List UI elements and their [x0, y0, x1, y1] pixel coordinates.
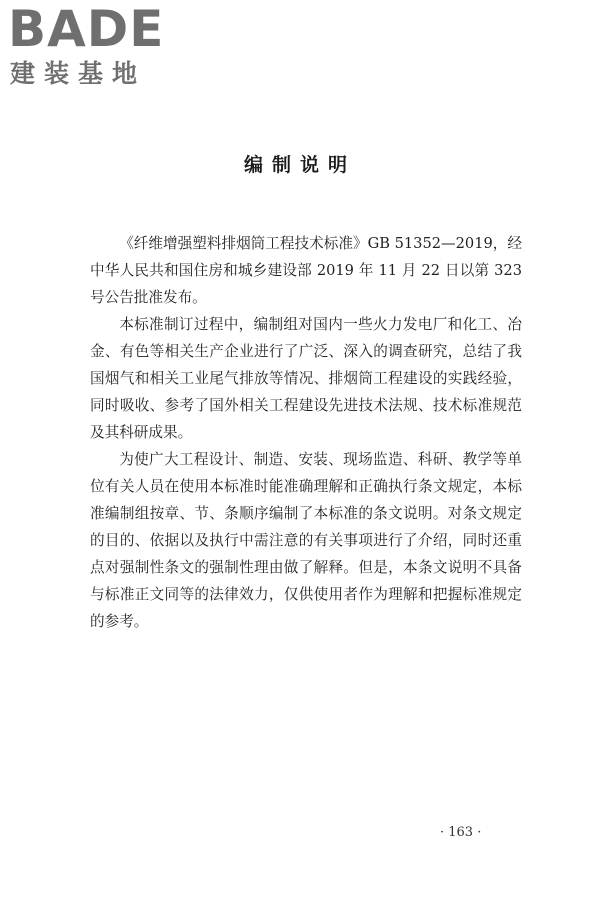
- paragraph-2: 本标准制订过程中，编制组对国内一些火力发电厂和化工、冶金、有色等相关生产企业进行了广泛、深入的调查研究，总结了我国烟气和相关工业尾气排放等情况、排烟筒工程建设的实践经验，同时吸收、参考了国外相关工程建设先进技术法规、技术标准规范及其科研成果。: [90, 316, 522, 441]
- logo-chinese-name: 建装基地: [10, 59, 147, 88]
- page-title: 编制说明: [243, 154, 356, 176]
- body-text: [90, 230, 522, 635]
- logo-wordmark: BADE: [8, 0, 165, 58]
- paragraph-1: 《纤维增强塑料排烟筒工程技术标准》GB 51352—2019，经中华人民共和国住房和城乡建设部 2019 年 11 月 22 日以第 323 号公告批准发布。: [90, 235, 522, 306]
- page-number: · 163 ·: [440, 825, 482, 840]
- bade-logo: [8, 0, 178, 90]
- paragraph-3: 为使广大工程设计、制造、安装、现场监造、科研、教学等单位有关人员在使用本标准时能准确理解和正确执行条文规定，本标准编制组按章、节、条顺序编制了本标准的条文说明。对条文规定的目的、依据以及执行中需注意的有关事项进行了介绍，同时还重点对强制性条文的强制性理由做了解释。但是，本条文说明不具备与标准正文同等的法律效力，仅供使用者作为理解和把握标准规定的参考。: [90, 451, 522, 630]
